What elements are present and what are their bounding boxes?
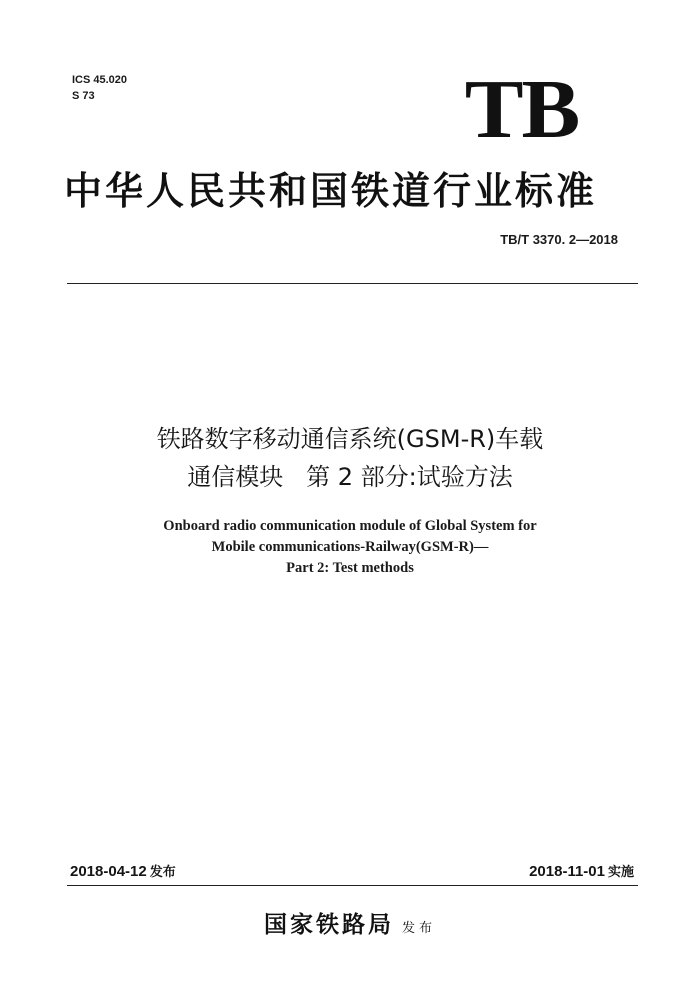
issue-date: 2018-04-12: [70, 863, 147, 880]
top-divider: [67, 283, 638, 284]
chinese-title-line-2: 通信模块 第 2 部分:试验方法: [187, 463, 513, 491]
issue-label: 发布: [149, 865, 176, 880]
classification-codes: [72, 72, 127, 104]
chinese-title: [40, 420, 660, 496]
standard-number: TB/T 3370. 2—2018: [500, 232, 618, 247]
chinese-title-line-1: 铁路数字移动通信系统(GSM-R)车载: [156, 425, 544, 453]
implementation-date: 2018-11-01: [529, 863, 605, 880]
publisher-block: [0, 906, 700, 939]
implementation-label: 实施: [607, 865, 634, 880]
english-title-line-2: Mobile communications-Railway(GSM-R)—: [211, 539, 489, 555]
issue-date-block: [70, 861, 176, 880]
implementation-date-block: [529, 861, 634, 880]
english-title-line-3: Part 2: Test methods: [286, 560, 414, 576]
english-title-line-1: Onboard radio communication module of Global System for: [163, 518, 537, 534]
english-title: [40, 516, 660, 579]
tb-logo: TB: [464, 63, 579, 156]
organization-title: 中华人民共和国铁道行业标准: [64, 168, 598, 213]
ics-code: ICS 45.020: [72, 74, 128, 86]
publisher-action: 发布: [401, 921, 436, 936]
ccs-code: S 73: [72, 90, 95, 102]
bottom-divider: [67, 885, 638, 886]
publisher-name: 国家铁路局: [263, 911, 394, 938]
